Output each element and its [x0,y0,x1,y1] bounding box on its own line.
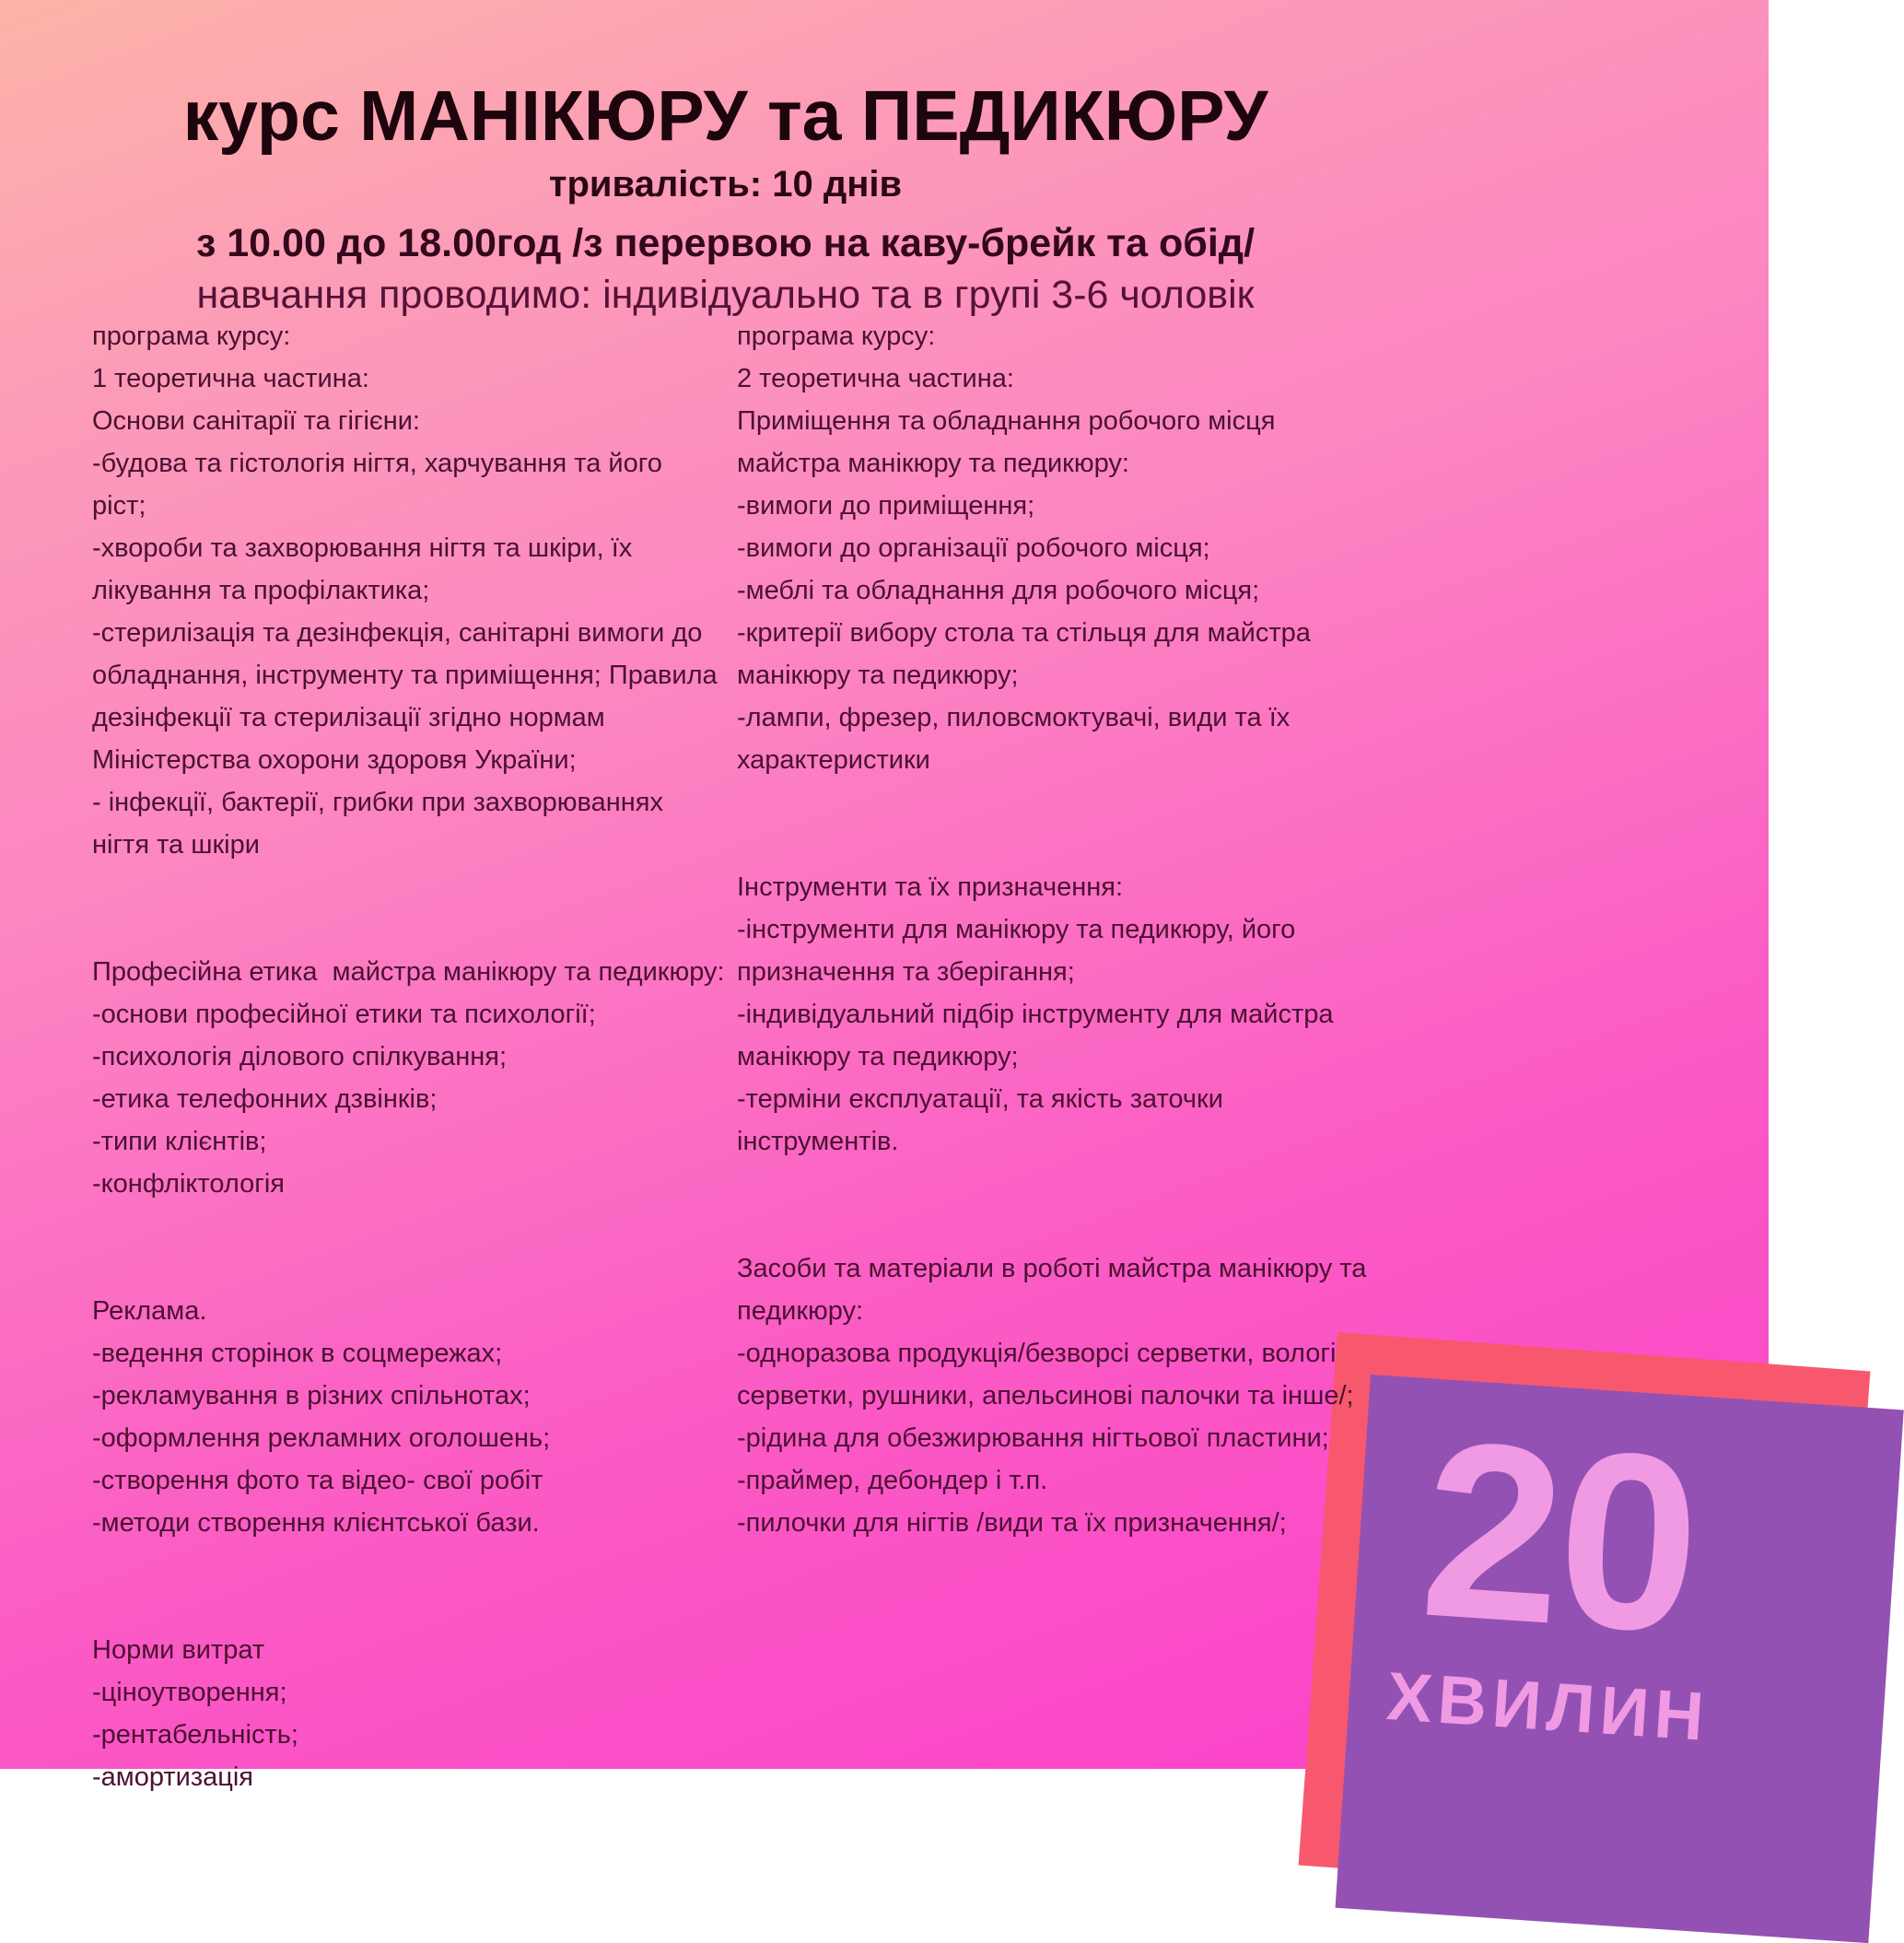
program-line: програма курсу: [737,322,936,351]
program-line: -праймер, дебондер і т.п. [737,1466,1048,1495]
program-line [92,866,718,908]
program-line: -основи професійної етики та психології; [92,1000,596,1029]
program-line: -створення фото та відео- свої робіт [92,1466,543,1495]
badge-20-khvylyn [1336,1375,1904,1943]
poster-header [0,74,1451,319]
course-hours: з 10.00 до 18.00год /з перервою на каву-брейк та обід/ [195,221,1256,265]
badge-content [1347,1375,1768,1760]
program-line [737,1205,1363,1247]
program-line [92,1247,718,1290]
program-line: серветки, рушники, апельсинові палочки та інше/; [737,1381,1354,1410]
program-line: -рекламування в різних спільнотах; [92,1381,531,1410]
program-line: лікування та профілактика; [92,576,430,605]
badge-label: ХВИЛИН [1384,1657,1712,1756]
program-line: -меблі та обладнання для робочого місця; [737,576,1260,605]
program-line: -терміни експлуатації, та якість заточки [737,1084,1223,1114]
program-line: -ціноутворення; [92,1678,287,1707]
program-line: призначення та зберігання; [737,957,1075,987]
program-line: -ведення сторінок в соцмережах; [92,1339,503,1368]
program-line: 1 теоретична частина: [92,364,369,393]
program-line: манікюру та педикюру; [737,1042,1019,1071]
program-line: -одноразова продукція/безворсі серветки, вологі [737,1339,1337,1368]
program-line [737,1163,1363,1205]
program-line: манікюру та педикюру; [737,661,1019,690]
badge-number: 20 [1414,1387,1704,1686]
program-line [92,908,718,951]
program-column-left [92,315,725,1798]
program-line: -лампи, фрезер, пиловсмоктувачі, види та їх [737,703,1291,732]
program-line: -хвороби та захворювання нігтя та шкіри, їх [92,533,633,563]
course-format: навчання проводимо: індивідуально та в групі 3-6 чоловік [196,273,1255,317]
program-line: -оформлення рекламних оголошень; [92,1423,551,1453]
program-line: Інструменти та їх призначення: [737,872,1124,902]
program-column-right [737,315,1367,1544]
program-line: Професійна етика майстра манікюру та педикюру: [92,957,725,987]
program-line: ріст; [92,491,146,521]
program-line: інструментів. [737,1127,899,1156]
program-line: дезінфекції та стерилізації згідно нормам [92,703,605,732]
program-line [92,1544,718,1586]
program-line: Основи санітарії та гігієни: [92,406,420,436]
program-line: -стерилізація та дезінфекція, санітарні вимоги до [92,618,703,648]
program-line: обладнання, інструменту та приміщення; Правила [92,661,718,690]
program-line: майстра манікюру та педикюру: [737,449,1129,478]
program-line: Норми витрат [92,1635,265,1665]
program-line: -психологія ділового спілкування; [92,1042,508,1071]
program-line: Міністерства охорони здоровя України; [92,745,577,775]
program-line [737,824,1363,866]
program-line [92,1586,718,1629]
program-line: програма курсу: [92,322,291,351]
program-line: Реклама. [92,1296,207,1326]
program-line [92,1205,718,1247]
program-line: -етика телефонних дзвінків; [92,1084,438,1114]
program-line: - інфекції, бактерії, грибки при захворюваннях [92,788,663,817]
course-duration: тривалість: 10 днів [548,164,903,205]
program-line: -пилочки для нігтів /види та їх призначення/; [737,1508,1287,1538]
program-line: -типи клієнтів; [92,1127,267,1156]
program-line: -будова та гістологія нігтя, харчування та його [92,449,662,478]
program-line: -рідина для обезжирювання нігтьової пластини; [737,1423,1329,1453]
program-line: Приміщення та обладнання робочого місця [737,406,1276,436]
program-line [737,781,1363,824]
program-line: характеристики [737,745,930,775]
program-line: педикюру: [737,1296,864,1326]
program-line: -інструменти для манікюру та педикюру, його [737,915,1296,944]
program-line: -вимоги до організації робочого місця; [737,533,1210,563]
program-line: -конфліктологія [92,1169,285,1199]
program-line: -рентабельність; [92,1720,298,1750]
program-line: -амортизація [92,1762,254,1792]
program-line: -критерії вибору стола та стільця для майстра [737,618,1311,648]
program-line: -індивідуальний підбір інструменту для майстра [737,1000,1334,1029]
program-line: 2 теоретична частина: [737,364,1014,393]
program-line: Засоби та матеріали в роботі майстра манікюру та [737,1254,1367,1283]
program-line: -методи створення клієнтської бази. [92,1508,540,1538]
course-title: курс МАНІКЮРУ та ПЕДИКЮРУ [182,76,1268,156]
program-line: -вимоги до приміщення; [737,491,1035,521]
program-line: нігтя та шкіри [92,830,260,860]
